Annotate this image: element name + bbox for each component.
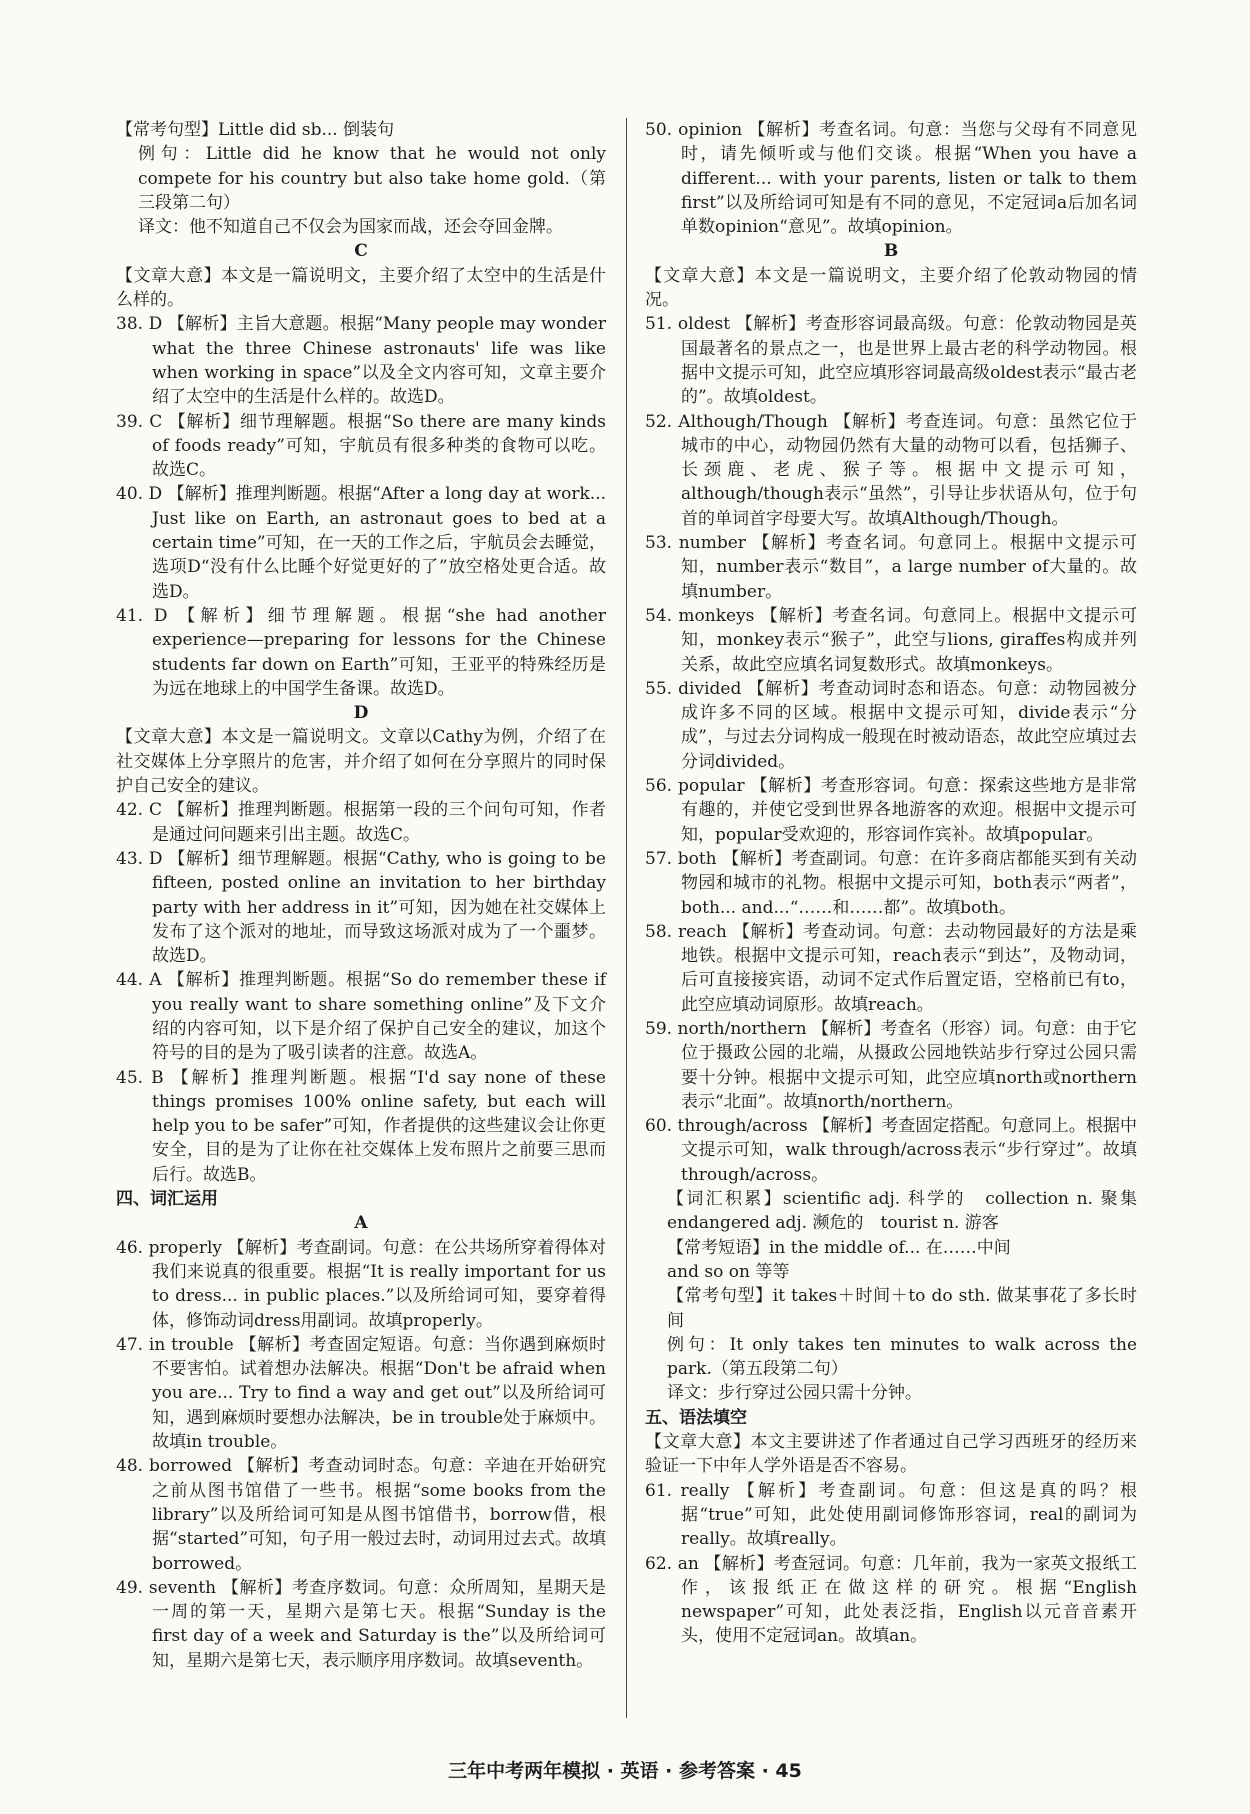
paragraph: 【常考句型】it takes＋时间＋to do sth. 做某事花了多长时间 [667, 1286, 1137, 1331]
answer-item: 51. oldest 【解析】考查形容词最高级。句意：伦敦动物园是英国最著名的景点之一，也是世界上最古老的科学动物园。根据中文提示可知，此空应填形容词最高级oldest表示“最古老的”。故填oldest。 [645, 314, 1137, 408]
answer-item: 40. D 【解析】推理判断题。根据“After a long day at work... Just like on Earth, an astronaut goes to bed at a certain time”可知，在一天的工作之后，宇航员会去睡觉，选项D“没有什么比睡个好觉更好的了”放空格处更合适。故选D。 [116, 484, 606, 602]
answer-item: 45. B 【解析】推理判断题。根据“I'd say none of these things promises 100% online safety, but each will help you to be safer”可知，作者提供的这些建议会让你更安全，目的是为了让你在社交媒体上发布照片之前要三思而后行。故选B。 [116, 1067, 606, 1185]
answer-item: 60. through/across 【解析】考查固定搭配。句意同上。根据中文提示可知，walk through/across表示“步行穿过”。故填through/across。 [645, 1116, 1137, 1185]
answer-item: 57. both 【解析】考查副词。句意：在许多商店都能买到有关动物园和城市的礼物。根据中文提示可知，both表示“两者”，both... and...“……和……都”。故填both。 [645, 848, 1137, 918]
answer-item: 43. D 【解析】细节理解题。根据“Cathy, who is going to be fifteen, posted online an invitation to her birthday party with her address in it”可知，因为她在社交媒体上发布了这个派对的地址，而导致这场派对成为了一个噩梦。故选D。 [116, 848, 606, 967]
paragraph: 【文章大意】本文是一篇说明文。文章以Cathy为例，介绍了在社交媒体上分享照片的危害，并介绍了如何在分享照片的同时保护自己安全的建议。 [116, 727, 606, 797]
answer-item: 46. properly 【解析】考查副词。句意：在公共场所穿着得体对我们来说真的很重要。根据“It is really important for us to dress... in public places.”以及所给词可知，要穿着得体，修饰动词dress用副词。故填properly。 [116, 1237, 606, 1331]
passage-letter: A [354, 1213, 368, 1234]
paragraph: 译文：他不知道自己不仅会为国家而战，还会夺回金牌。 [138, 217, 563, 238]
answer-item: 44. A 【解析】推理判断题。根据“So do remember these if you really want to share something online”及下文介绍的内容可知，以下是介绍了保护自己安全的建议，加这个符号的目的是为了吸引读者的注意。故选A。 [116, 970, 606, 1064]
answer-item: 41. D 【解析】细节理解题。根据“she had another experience—preparing for lessons for the Chinese students far down on Earth”可知，王亚平的特殊经历是为远在地球上的中国学生备课。故选D。 [116, 605, 606, 699]
paragraph: and so on 等等 [667, 1261, 790, 1282]
answer-item: 38. D 【解析】主旨大意题。根据“Many people may wonder what the three Chinese astronauts' life was like when working in space”以及全文内容可知，文章主要介绍了太空中的生活是什么样的。故选D。 [116, 314, 606, 408]
answer-item: 48. borrowed 【解析】考查动词时态。句意：辛迪在开始研究之前从图书馆借了一些书。根据“some books from the library”以及所给词可知是从图书馆借书，borrow借，根据“started”可知，句子用一般过去时，动词用过去式。故填borrowed。 [116, 1456, 606, 1574]
answer-item: 50. opinion 【解析】考查名词。句意：当您与父母有不同意见时，请先倾听或与他们交谈。根据“When you have a different... with your parents, listen or talk to them first”以及所给词可知是有不同的意见，不定冠词a后加名词单数opinion“意见”。故填opinion。 [645, 120, 1137, 238]
section-heading: 四、词汇运用 [116, 1189, 218, 1210]
paragraph: 【文章大意】本文主要讲述了作者通过自己学习西班牙的经历来验证一下中年人学外语是否不容易。 [645, 1432, 1137, 1477]
answer-item: 42. C 【解析】推理判断题。根据第一段的三个问句可知，作者是通过问问题来引出主题。故选C。 [116, 800, 606, 845]
column-divider [626, 118, 627, 1718]
answer-item: 54. monkeys 【解析】考查名词。句意同上。根据中文提示可知，monkey表示“猴子”，此空与lions, giraffes构成并列关系，故此空应填名词复数形式。故填monkeys。 [645, 605, 1137, 675]
answer-item: 53. number 【解析】考查名词。句意同上。根据中文提示可知，number表示“数目”，a large number of大量的。故填number。 [645, 533, 1137, 602]
right-column [645, 118, 1154, 1649]
answer-item: 47. in trouble 【解析】考查固定短语。句意：当你遇到麻烦时不要害怕。试着想办法解决。根据“Don't be afraid when you are... Try to find a way and get out”以及所给词可知，遇到麻烦时要想办法解决，be in trouble处于麻烦中。故填in trouble。 [116, 1334, 606, 1453]
answer-item: 56. popular 【解析】考查形容词。句意：探索这些地方是非常有趣的，并使它受到世界各地游客的欢迎。根据中文提示可知，popular受欢迎的，形容词作宾补。故填popular。 [645, 776, 1137, 845]
paragraph: 【常考句型】Little did sb... 倒装句 [116, 120, 395, 140]
section-heading: 五、语法填空 [645, 1407, 747, 1428]
answer-item: 55. divided 【解析】考查动词时态和语态。句意：动物园被分成许多不同的区域。根据中文提示可知，divide表示“分成”，与过去分词构成一般现在时被动语态，故此空应填过去分词divided。 [645, 678, 1137, 772]
answer-item: 58. reach 【解析】考查动词。句意：去动物园最好的方法是乘地铁。根据中文提示可知，reach表示“到达”，及物动词，后可直接接宾语，动词不定式作后置定语，空格前已有to，此空应填动词原形。故填reach。 [645, 921, 1137, 1015]
paragraph: 【词汇积累】scientific adj. 科学的 collection n. 聚集 endangered adj. 濒危的 tourist n. 游客 [667, 1189, 1154, 1234]
answer-item: 62. an 【解析】考查冠词。句意：几年前，我为一家英文报纸工作，该报纸正在做这样的研究。根据“English newspaper”可知，此处表泛指，English以元音音素开头，使用不定冠词an。故填an。 [645, 1553, 1137, 1647]
paragraph: 【文章大意】本文是一篇说明文，主要介绍了伦敦动物园的情况。 [645, 265, 1137, 311]
paragraph: 【常考短语】in the middle of... 在……中间 [667, 1237, 1011, 1258]
left-column [116, 118, 606, 1673]
passage-letter: D [353, 703, 369, 724]
passage-letter: C [354, 241, 368, 262]
paragraph: 例句：Little did he know that he would not only compete for his country but also take home gold.（第三段第二句） [138, 144, 606, 213]
paragraph: 【文章大意】本文是一篇说明文，主要介绍了太空中的生活是什么样的。 [116, 265, 606, 311]
answer-item: 52. Although/Though 【解析】考查连词。句意：虽然它位于城市的中心，动物园仍然有大量的动物可以看，包括狮子、长颈鹿、老虎、猴子等。根据中文提示可知，although/though表示“虽然”，引导让步状语从句，位于句首的单词首字母要大写。故填Although/Though。 [645, 411, 1137, 529]
passage-letter: B [883, 241, 899, 262]
answer-item: 39. C 【解析】细节理解题。根据“So there are many kinds of foods ready”可知，宇航员有很多种类的食物可以吃。故选C。 [116, 411, 606, 481]
answer-item: 49. seventh 【解析】考查序数词。句意：众所周知，星期天是一周的第一天，星期六是第七天。根据“Sunday is the first day of a week and Saturday is the”以及所给词可知，星期六是第七天，表示顺序用序数词。故填seventh。 [116, 1577, 606, 1671]
answer-item: 61. really 【解析】考查副词。句意：但这是真的吗？根据“true”可知，此处使用副词修饰形容词，real的副词为really。故填really。 [645, 1480, 1137, 1550]
paragraph: 例句：It only takes ten minutes to walk across the park.（第五段第二句） [667, 1334, 1137, 1380]
answer-item: 59. north/northern 【解析】考查名（形容）词。句意：由于它位于摄政公园的北端，从摄政公园地铁站步行穿过公园只需要十分钟。根据中文提示可知，此空应填north或northern表示“北面”。故填north/northern。 [645, 1018, 1137, 1112]
page-footer: 三年中考两年模拟 · 英语 · 参考答案 · 45 [448, 1760, 802, 1782]
paragraph: 译文：步行穿过公园只需十分钟。 [667, 1383, 922, 1404]
